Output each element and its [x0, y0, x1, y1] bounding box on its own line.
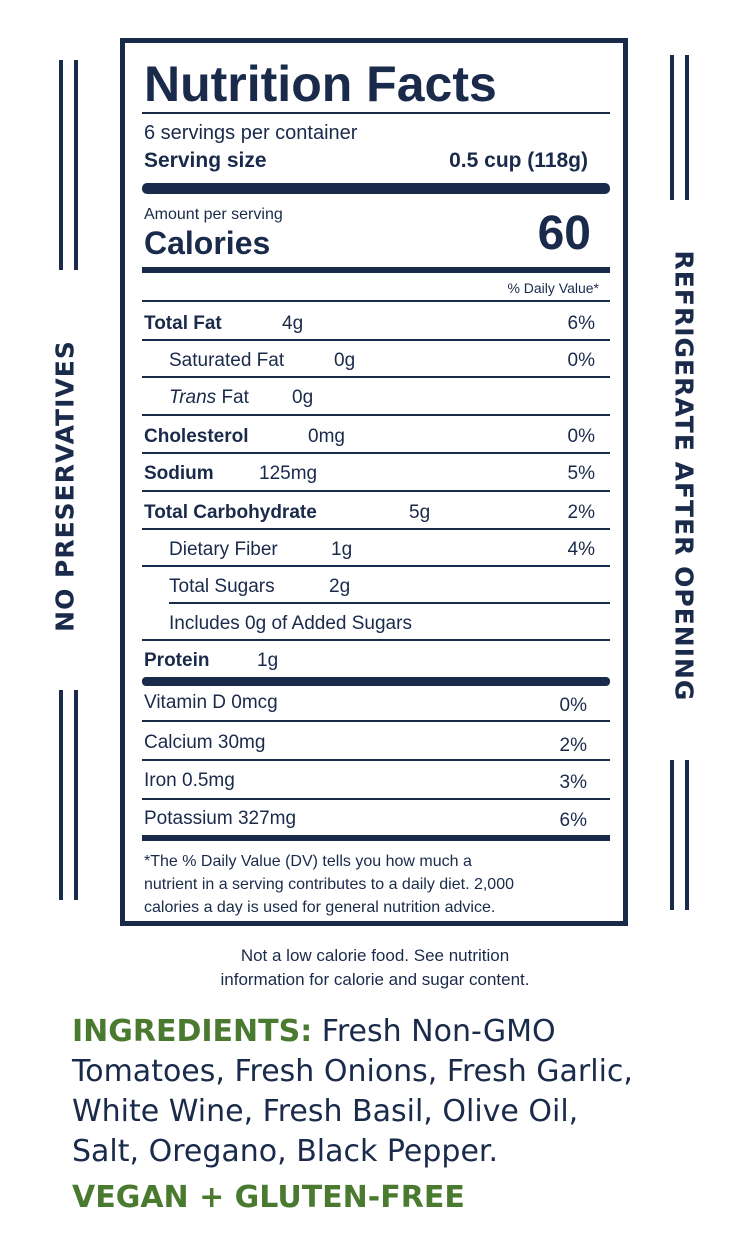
footnote-line-1: *The % Daily Value (DV) tells you how much a	[144, 853, 472, 870]
right-outer-line-top	[670, 55, 674, 200]
thick-divider-protein	[142, 677, 610, 686]
calories-value: 60	[537, 207, 591, 260]
dietary-fiber-dv: 4%	[567, 539, 595, 560]
ingredients-text: Fresh Non-GMO	[312, 1014, 556, 1049]
vitamin-d-dv: 0%	[559, 695, 587, 716]
cholesterol-name: Cholesterol	[144, 426, 249, 447]
total-fat-dv: 6%	[567, 313, 595, 334]
left-outer-line-bottom	[59, 690, 63, 900]
right-inner-line-bottom	[685, 760, 689, 910]
row-divider	[142, 300, 610, 302]
title-divider	[142, 112, 610, 114]
sodium-amount: 125mg	[259, 463, 318, 484]
iron-text: Iron 0.5mg	[144, 770, 235, 791]
calcium-dv: 2%	[559, 735, 587, 756]
protein-amount: 1g	[257, 650, 279, 671]
potassium-dv: 6%	[559, 810, 587, 831]
thick-divider-serving	[142, 183, 610, 194]
row-divider	[142, 798, 610, 800]
total-sugars-amount: 2g	[329, 576, 351, 597]
row-divider	[142, 414, 610, 416]
saturated-fat-name: Saturated Fat	[169, 350, 285, 371]
iron-dv: 3%	[559, 772, 587, 793]
total-fat-amount: 4g	[282, 313, 304, 334]
nutrition-facts-panel	[120, 38, 628, 926]
right-outer-line-bottom	[670, 760, 674, 910]
vegan-gluten-free-tagline: VEGAN + GLUTEN-FREE	[72, 1180, 465, 1215]
left-outer-line-top	[59, 60, 63, 270]
row-divider	[142, 490, 610, 492]
saturated-fat-dv: 0%	[567, 350, 595, 371]
row-divider	[142, 339, 610, 341]
calcium-text: Calcium 30mg	[144, 732, 266, 753]
row-divider	[142, 639, 610, 641]
total-fat-name: Total Fat	[144, 313, 222, 334]
sodium-name: Sodium	[144, 463, 214, 484]
notice-line-1: Not a low calorie food. See nutrition	[240, 946, 510, 965]
no-preservatives-label: NO PRESERVATIVES	[50, 340, 80, 632]
daily-value-header: % Daily Value*	[507, 280, 599, 296]
nutrition-facts-title: Nutrition Facts	[144, 56, 497, 112]
row-divider	[142, 376, 610, 378]
serving-size-label: Serving size	[144, 149, 267, 172]
row-divider	[142, 452, 610, 454]
left-inner-line-top	[74, 60, 78, 270]
ingredients-heading: INGREDIENTS:	[72, 1014, 313, 1049]
total-carbohydrate-dv: 2%	[567, 502, 595, 523]
cholesterol-amount: 0mg	[308, 426, 345, 447]
ingredients-line-1	[72, 1012, 712, 1052]
footnote-line-3: calories a day is used for general nutrition advice.	[144, 899, 496, 916]
amount-per-serving: Amount per serving	[144, 206, 283, 223]
ingredients-block	[72, 1012, 712, 1172]
trans-fat-amount: 0g	[292, 387, 314, 408]
added-sugars-text: Includes 0g of Added Sugars	[169, 613, 412, 634]
added-sugars-divider	[169, 602, 610, 604]
row-divider	[142, 759, 610, 761]
footnote-line-2: nutrient in a serving contributes to a daily diet. 2,000	[144, 876, 514, 893]
sodium-dv: 5%	[567, 463, 595, 484]
row-divider	[142, 528, 610, 530]
protein-name: Protein	[144, 650, 210, 671]
dietary-fiber-amount: 1g	[331, 539, 353, 560]
footnote-divider	[142, 835, 610, 841]
saturated-fat-amount: 0g	[334, 350, 356, 371]
servings-per-container: 6 servings per container	[144, 122, 358, 144]
total-carbohydrate-amount: 5g	[409, 502, 431, 523]
left-inner-line-bottom	[74, 690, 78, 900]
ingredients-line-3: White Wine, Fresh Basil, Olive Oil,	[72, 1094, 579, 1129]
potassium-text: Potassium 327mg	[144, 808, 297, 829]
vitamin-d-text: Vitamin D 0mcg	[144, 692, 278, 713]
refrigerate-after-opening-label: REFRIGERATE AFTER OPENING	[669, 250, 699, 702]
total-sugars-name: Total Sugars	[169, 576, 275, 597]
ingredients-line-4: Salt, Oregano, Black Pepper.	[72, 1134, 499, 1169]
row-divider	[142, 720, 610, 722]
serving-size-value: 0.5 cup (118g)	[449, 149, 588, 172]
row-divider	[142, 565, 610, 567]
ingredients-line-2: Tomatoes, Fresh Onions, Fresh Garlic,	[72, 1054, 633, 1089]
cholesterol-dv: 0%	[567, 426, 595, 447]
right-inner-line-top	[685, 55, 689, 200]
calories-label: Calories	[144, 225, 271, 261]
dietary-fiber-name: Dietary Fiber	[169, 539, 278, 560]
total-carbohydrate-name: Total Carbohydrate	[144, 502, 317, 523]
trans-fat-name: Trans Fat	[169, 387, 249, 408]
calories-divider	[142, 267, 610, 273]
notice-line-2: information for calorie and sugar content.	[220, 970, 530, 989]
